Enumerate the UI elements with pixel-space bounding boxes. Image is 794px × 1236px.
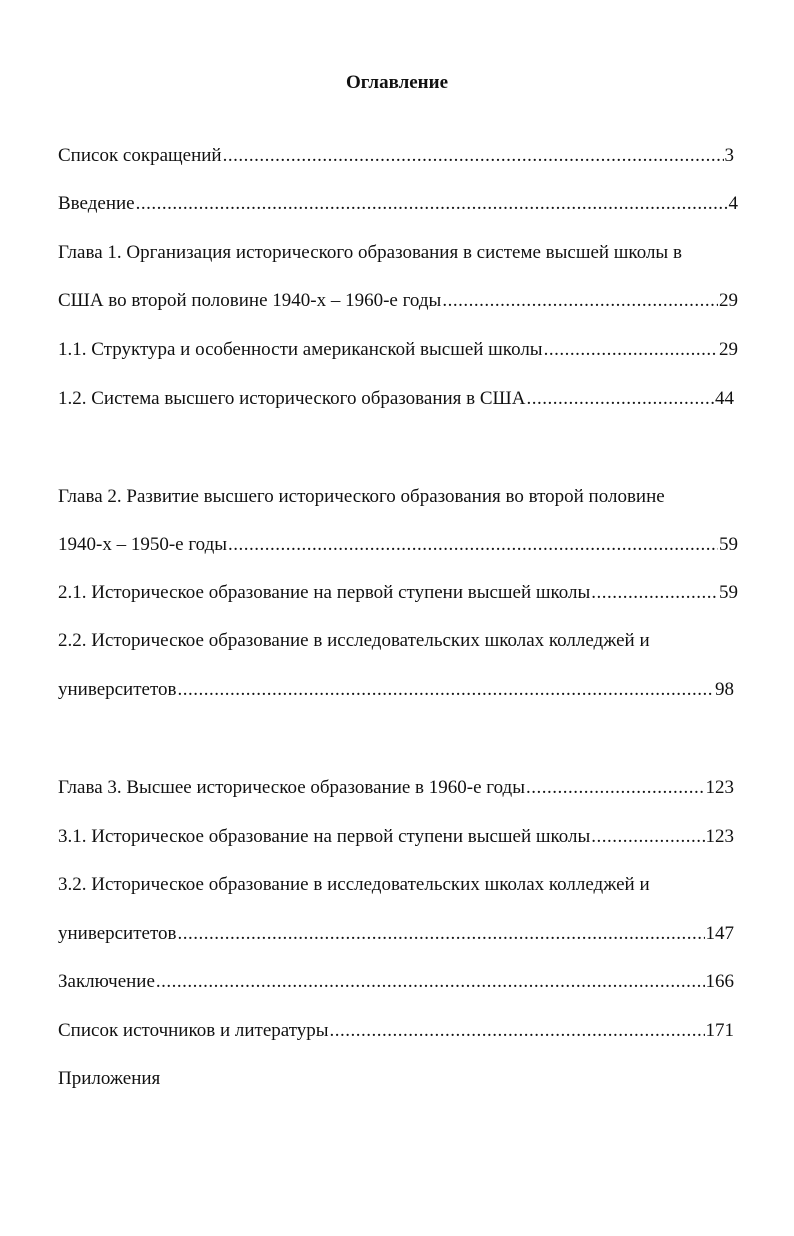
toc-entry-page: 123 (705, 777, 734, 798)
toc-entry-page: 147 (705, 923, 734, 944)
toc-entry-page: 44 (715, 388, 734, 409)
leader-dots (330, 1018, 705, 1044)
toc-entry[interactable] (58, 775, 734, 801)
toc-entry[interactable] (58, 532, 738, 558)
toc-entry-label: 2.1. Историческое образование на первой ступени высшей школы (58, 582, 591, 603)
leader-dots (544, 337, 718, 363)
toc-entry-label: 3.1. Историческое образование на первой ступени высшей школы (58, 826, 591, 847)
toc-entry-page: 59 (719, 582, 738, 603)
toc-entry[interactable] (58, 143, 734, 169)
toc-entry[interactable] (58, 386, 734, 412)
leader-dots (591, 824, 704, 850)
toc-entry-page: 123 (705, 826, 734, 847)
toc-entry-label: США во второй половине 1940-х – 1960-е годы (58, 290, 442, 311)
toc-entry[interactable] (58, 191, 738, 217)
leader-dots (442, 288, 718, 314)
toc-entry-page: 98 (715, 679, 734, 700)
leader-dots (178, 921, 705, 947)
toc-entry-label: университетов (58, 679, 177, 700)
toc-entry-page: 3 (724, 145, 734, 166)
leader-dots (136, 191, 728, 217)
leader-dots (156, 969, 705, 995)
toc-entry-label: 1.1. Структура и особенности американской высшей школы (58, 339, 543, 360)
toc-entry[interactable] (58, 677, 734, 703)
toc-entry-page: 59 (719, 534, 738, 555)
toc-entry-label: Введение (58, 193, 135, 214)
toc-entry-label: Глава 3. Высшее историческое образование в 1960-е годы (58, 777, 525, 798)
toc-entry-label[interactable]: Приложения (58, 1068, 161, 1089)
toc-entry-label: Заключение (58, 971, 155, 992)
toc-entry[interactable] (58, 1018, 734, 1044)
leader-dots (178, 677, 715, 703)
toc-entry[interactable] (58, 824, 734, 850)
toc-entry-label: 1940-х – 1950-е годы (58, 534, 228, 555)
leader-dots (526, 386, 714, 412)
toc-entry[interactable] (58, 288, 738, 314)
toc-entry-page: 29 (719, 290, 738, 311)
leader-dots (228, 532, 718, 558)
toc-entry-label[interactable]: 2.2. Историческое образование в исследовательских школах колледжей и (58, 630, 650, 651)
toc-entry-label: университетов (58, 923, 177, 944)
toc-entry-page: 29 (719, 339, 738, 360)
toc-entry-label[interactable]: Глава 1. Организация исторического образования в системе высшей школы в (58, 242, 682, 263)
toc-entry[interactable] (58, 580, 738, 606)
toc-entry-label[interactable]: 3.2. Историческое образование в исследовательских школах колледжей и (58, 874, 650, 895)
toc-entry-label: Список источников и литературы (58, 1020, 329, 1041)
toc-entry-page: 171 (705, 1020, 734, 1041)
leader-dots (591, 580, 718, 606)
toc-entry-label: 1.2. Система высшего исторического образования в США (58, 388, 526, 409)
toc-entry[interactable] (58, 921, 734, 947)
leader-dots (526, 775, 705, 801)
toc-entry-label: Список сокращений (58, 145, 222, 166)
leader-dots (223, 143, 724, 169)
toc-title: Оглавление (345, 72, 449, 93)
toc-entry-page: 4 (728, 193, 738, 214)
toc-entry-page: 166 (705, 971, 734, 992)
toc-entry[interactable] (58, 969, 734, 995)
toc-entry[interactable] (58, 337, 738, 363)
toc-entry-label[interactable]: Глава 2. Развитие высшего исторического образования во второй половине (58, 486, 665, 507)
